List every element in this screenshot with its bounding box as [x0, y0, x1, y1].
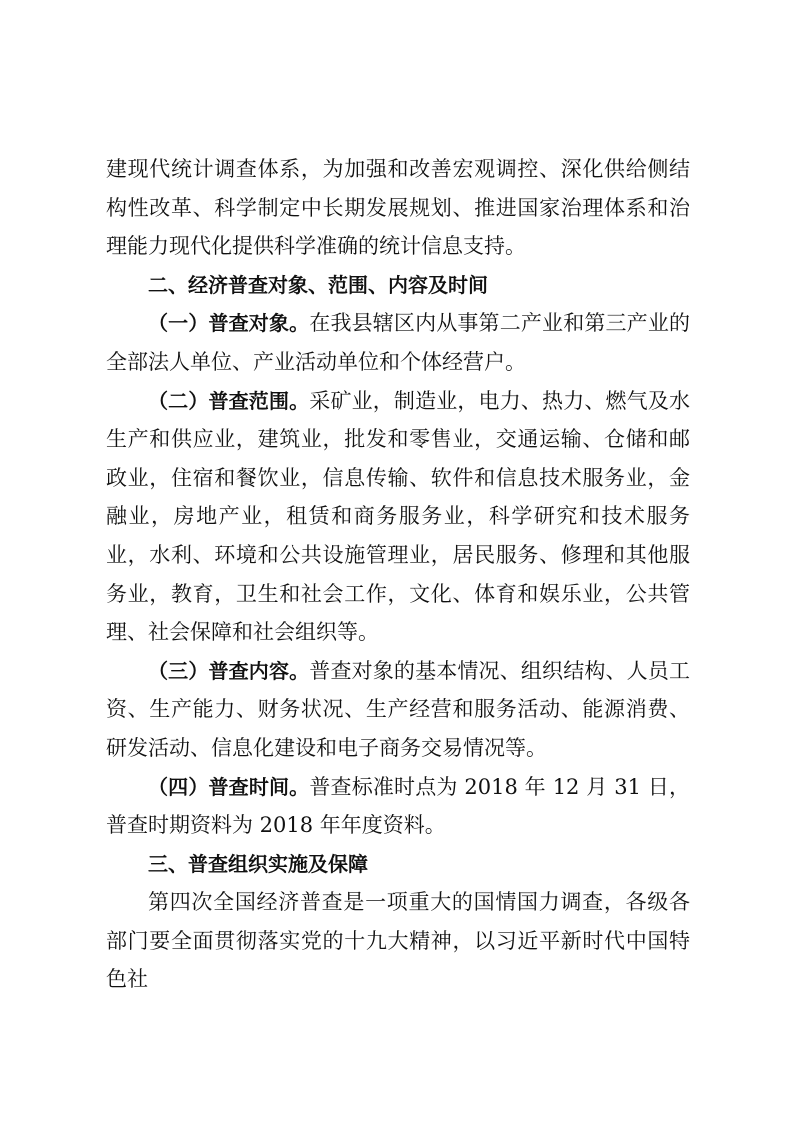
subsection-title-scope: （二）普查范围。 [148, 388, 310, 413]
paragraph-organization: 第四次全国经济普查是一项重大的国情国力调查，各级各部门要全面贯彻落实党的十九大精神，以习近平新时代中国特色社 [106, 890, 690, 992]
document-body [106, 150, 690, 999]
subsection-title-objects: （一）普查对象。 [148, 311, 310, 336]
paragraph-survey-objects [106, 304, 690, 381]
section-heading-2: 二、经济普查对象、范围、内容及时间 [148, 272, 488, 297]
paragraph-survey-time [106, 768, 690, 845]
subsection-title-time: （四）普查时间。 [148, 774, 310, 799]
subsection-title-content: （三）普查内容。 [148, 658, 310, 683]
subsection-text-objects: 在我县辖区内从事第二产业和第三产业的全部法人单位、产业活动单位和个体经营户。 [106, 311, 690, 374]
subsection-text-time: 普查标准时点为 2018 年 12 月 31 日，普查时期资料为 2018 年年度资料。 [106, 774, 691, 838]
paragraph-survey-content [106, 652, 690, 768]
subsection-text-content: 普查对象的基本情况、组织结构、人员工资、生产能力、财务状况、生产经营和服务活动、能源消费、研发活动、信息化建设和电子商务交易情况等。 [106, 658, 690, 760]
subsection-text-scope: 采矿业，制造业，电力、热力、燃气及水生产和供应业，建筑业，批发和零售业，交通运输、仓储和邮政业，住宿和餐饮业，信息传输、软件和信息技术服务业，金融业，房地产业，租赁和商务服务业，科学研究和技术服务业，水利、环境和公共设施管理业，居民服务、修理和其他服务业，教育，卫生和社会工作，文化、体育和娱乐业，公共管理、社会保障和社会组织等。 [106, 388, 690, 645]
section-heading-3: 三、普查组织实施及保障 [148, 851, 368, 876]
intro-paragraph: 建现代统计调查体系，为加强和改善宏观调控、深化供给侧结构性改革、科学制定中长期发展规划、推进国家治理体系和治理能力现代化提供科学准确的统计信息支持。 [106, 157, 690, 259]
paragraph-survey-scope [106, 382, 690, 652]
